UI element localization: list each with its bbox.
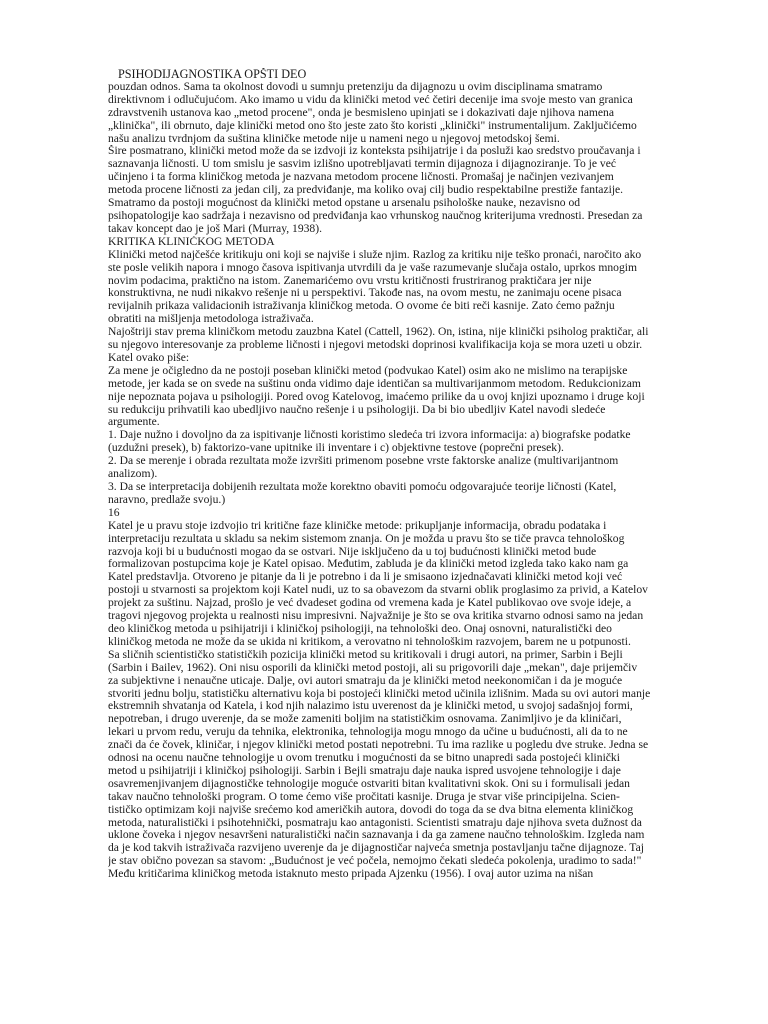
text-line: 3. Da se interpretacija dobijenih rezultata može korektno obaviti pomoću odgovarajuće teorije ličnosti (Katel,	[108, 481, 617, 493]
text-line: Šire posmatrano, klinički metod može da se izdvoji iz konteksta psihijatrije i da posluži kao sredstvo proučavanja i	[108, 145, 641, 158]
text-line: nije nepoznata pojava u psihologiji. Pored ovog Katelovog, imaćemo prilike da u ovoj knjizi upoznamo i druge koji	[108, 390, 645, 403]
text-line: obratiti na mišljenja metodologa istraživača.	[108, 313, 314, 326]
text-line: ste posle velikih napora i mnogo časova ispitivanja utvrdili da je vaše razumevanje slučaja ostalo, uprkos mnogim	[108, 261, 637, 274]
text-line: novim podacima, praktično na istom. Zanemarićemo ovu vrstu kritičnosti frustriranog praktičara jer nije	[108, 274, 592, 287]
text-line: (uzdužni presek), b) faktorizo-vane upitnike ili inventare i c) objektivne testove (poprečni presek).	[108, 442, 564, 455]
text-line: „klinička", ili obrnuto, daje klinički metod ono što jeste zato što koristi „klinički" instrumentalijum. Zaključićemo	[108, 119, 637, 132]
text-line: zdravstvenih ustanova kao „metod procene", onda je besmisleno upinjati se i dokazivati daje njihova namena	[108, 106, 615, 119]
text-line: osavremenjivanjem dijagnostičke tehnologije moguće ostvariti bitan kvalitativni skok. Oni su i formulisali jedan	[108, 777, 630, 790]
document-title: PSIHODIJAGNOSTIKA OPŠTI DEO	[118, 68, 307, 81]
text-line: 2. Da se merenje i obrada rezultata može izvršiti primenom posebne vrste faktorske analize (multivarijantnom	[108, 455, 619, 468]
text-line: metod u psihijatriji i kliničkoj psihologiji. Sarbin i Bejli smatraju daje nauka ispred usvojene tehnologije i daje	[108, 764, 621, 777]
text-line: takav koncept dao je još Mari (Murray, 1938).	[108, 222, 322, 235]
text-line: analizom).	[108, 468, 158, 481]
text-line: takav naučno tehnološki program. O tome ćemo više pročitati kasnije. Druga je stvar više principijelna. Scien-	[108, 790, 620, 803]
text-line: 16	[108, 506, 120, 519]
text-line: znači da će čovek, kliničar, i njegov klinički metod postati nepotrebni. Tu ima razlike u pogledu dve struke. Jedna se	[108, 739, 649, 752]
text-line: (Sarbin i Bailev, 1962). Oni nisu osporili da klinički metod postoji, ali su prigovorili daje „mekan", daje prijemčiv	[108, 661, 638, 674]
text-line: uklone čoveka i njegov nesavršeni naturalistički način saznavanja i da ga zamene naučno tehnološkim. Izgleda nam	[108, 829, 645, 842]
text-line: metode, jer kada se on svede na suštinu onda vidimo daje identičan sa multivarijanmom metodom. Redukcionizam	[108, 377, 641, 390]
text-line: formalizovan postupcima koje je Katel opisao. Međutim, zabluda je da klinički metod izgleda tako kako nam ga	[108, 558, 629, 571]
text-line: su redukciju prihvatili kao ubedljivo naučno rešenje i u psihologiji. Da bi bio ubedljiv Katel navodi sledeće	[108, 403, 606, 416]
text-line: Katel je u pravu stoje izdvojio tri kritične faze kliničke metode: prikupljanje informacija, obradu podataka i	[108, 519, 607, 532]
text-line: deo kliničkog metoda u psihijatriji i kliničkoj psihologiji, na tehnološki deo. Onaj osnovni, naturalistički deo	[108, 622, 612, 635]
text-line: metoda procene ličnosti za jedan cilj, za predviđanje, ma koliko ovaj cilj budio respektabilne prestiže fantazije.	[108, 184, 624, 197]
text-line: za subjektivne i nenaučne uticaje. Dalje, ovi autori smatraju da je klinički metod neekonomičan i da je moguće	[108, 674, 623, 687]
document-page	[108, 68, 768, 881]
text-line: revijalnih prikaza validacionih istraživanja kliničkog metoda. O ovome će biti reči kasnije. Zato ćemo pažnju	[108, 300, 615, 313]
text-line: argumente.	[108, 416, 160, 429]
text-line: Za mene je očigledno da ne postoji poseban klinički metod (podvukao Katel) osim ako ne mislimo na terapijske	[108, 364, 628, 377]
text-line: Najoštriji stav prema kliničkom metodu zauzbna Katel (Cattell, 1962). On, istina, nije klinički psiholog praktičar, ali	[108, 326, 649, 339]
text-line: konstruktivna, ne nudi nikakvo rešenje ni u perspektivi. Takođe nas, na ovom mestu, ne zanimaju ocene pisaca	[108, 287, 622, 300]
text-line: psihopatologije kao sadržaja i nezavisno od predviđanja kao vrhunskog naučnog kriterijuma vrednosti. Presedan za	[108, 209, 643, 222]
text-line: učinjeno i ta forma kliničkog metoda je nazvana metodom procene ličnosti. Promašaj je načinjen vezivanjem	[108, 171, 614, 184]
text-line: metoda, naturalistički i psihotehnički, posmatraju kao antagonisti. Scientisti smatraju daje njihova sveta dužnost da	[108, 816, 642, 829]
text-line: našu analizu tvrdnjom da suština kliničke metode nije u nameni nego u njegovoj metodskoj šemi.	[108, 132, 560, 145]
text-line: saznavanja ličnosti. U tom smislu je sasvim izlišno upotrebljavati termin dijagnoza i dijagnoziranje. To je već	[108, 158, 617, 171]
text-line: Smatramo da postoji mogućnost da klinički metod opstane u arsenalu psihološke nauke, nezavisno od	[108, 197, 581, 210]
text-line: je stav obično povezan sa stavom: „Budućnost je već počela, nemojmo čekati sledeća pokolenja, uradimo to sada!"	[108, 855, 642, 868]
text-line: interpretaciju rezultata u skladu sa nekim sistemom znanja. On je možda u pravu što se tiče pravca tehnološkog	[108, 532, 625, 545]
text-line: Među kritičarima kliničkog metoda istaknuto mesto pripada Ajzenku (1956). I ovaj autor uzima na nišan	[108, 868, 594, 881]
text-line: projekt za suštinu. Najzad, prošlo je već dvadeset godina od vremena kada je Katel publikovao ove svoje ideje, a	[108, 597, 632, 610]
text-line: Katel ovako piše:	[108, 351, 190, 364]
text-line: pouzdan odnos. Sama ta okolnost dovodi u sumnju pretenziju da dijagnozu u ovim disciplinama smatramo	[108, 80, 603, 93]
text-line: 1. Daje nužno i dovoljno da za ispitivanje ličnosti koristimo sledeća tri izvora informacija: a) biografske podatke	[108, 429, 631, 442]
text-line: odnosi na ocenu naučne tehnologije u ovom trenutku i mogućnosti da se bitno unapredi sada postojeći klinički	[108, 752, 620, 765]
text-line: Klinički metod najčešće kritikuju oni koji se najviše i služe njim. Razlog za kritiku nije teško pronaći, naročito ako	[108, 248, 642, 261]
text-line: Sa sličnih scientističko statističkih pozicija klinički metod su kritikovali i drugi autori, na primer, Sarbin i Bejli	[108, 648, 623, 661]
text-line: ekstremnih shvatanja od Katela, i kod njih nalazimo istu uverenost da je klinički metod, u svojoj sadašnjoj formi,	[108, 700, 633, 713]
text-line: da je kod takvih istraživača razvijeno uverenje da je dijagnostičar najveća smetnja postavljanju tačne dijagnoze. Taj	[108, 842, 644, 855]
text-line: nepotreban, i drugo uverenje, da se može zameniti boljim na statističkim osnovama. Zanimljivo je da kliničari,	[108, 713, 622, 726]
text-line: direktivnom i odlučujućom. Ako imamo u vidu da klinički metod već četiri decenije ima svoje mesto van granica	[108, 93, 633, 106]
text-line: tističko optimizam koji najviše srećemo kod američkih autora, dovodi do toga da se dva bitna elementa kliničkog	[108, 803, 634, 816]
document-text	[108, 68, 768, 881]
text-line: lekari u prvom redu, veruju da tehnika, elektronika, tehnologija mogu mnogo da učine u budućnosti, ali da to ne	[108, 726, 628, 739]
text-line: razvoja koji bi u budućnosti mogao da se ostvari. Nije isključeno da u toj budućnosti klinički metod bude	[108, 545, 597, 558]
text-line: KRITIKA KLINIČKOG METODA	[108, 235, 275, 248]
text-line: tragovi njegovog projekta u realnosti nisu impresivni. Najvažnije je što se ova kritika stvarno odnosi samo na jedan	[108, 610, 644, 623]
text-line: kliničkog metoda ne može da se ukida ni kritikom, a verovatno ni tehnološkim razvojem, barem ne u potpunosti.	[108, 635, 631, 648]
text-line: postoji u stvarnosti sa projektom koji Katel nudi, uz to sa obavezom da stvarni oblik proglasimo za privid, a Katelov	[108, 584, 648, 597]
text-line: su njegovo interesovanje za probleme ličnosti i njegovi metodski doprinosi kvalifikacija koja se mora uzeti u obzir.	[108, 339, 643, 352]
text-line: naravno, predlaže svoju.)	[108, 493, 226, 506]
text-line: stvoriti jednu bolju, statističku alternativu koja bi postojeći klinički metod učinila izlišnim. Mada su ovi autori manje	[108, 687, 651, 700]
text-line: Katel predstavlja. Otvoreno je pitanje da li je potrebno i da li je smisaono izjednačavati klinički metod koji već	[108, 571, 623, 584]
